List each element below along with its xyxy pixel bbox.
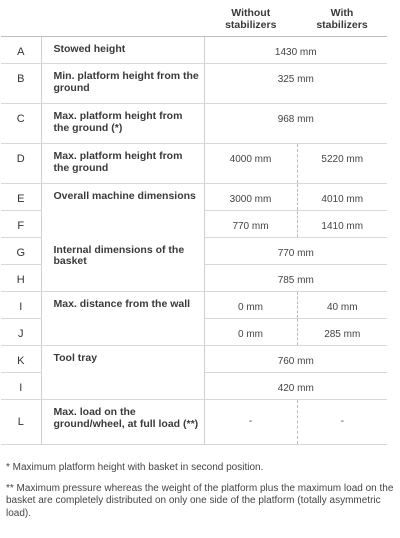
row-letter: C — [1, 104, 41, 144]
row-letter: A — [1, 37, 41, 64]
row-letter: K — [1, 346, 41, 373]
table-row — [1, 37, 387, 64]
row-description: Max. load on the ground/wheel, at full load (**) — [41, 400, 204, 445]
row-value: 1430 mm — [204, 37, 387, 64]
row-description: Max. platform height from the ground — [41, 144, 204, 184]
row-value-with: 4010 mm — [297, 184, 387, 211]
row-value-without: 3000 mm — [204, 184, 297, 211]
row-letter: G — [1, 238, 41, 265]
header-without-stabilizers: Without stabilizers — [204, 0, 297, 37]
footnotes — [6, 462, 394, 528]
row-letter: F — [1, 211, 41, 238]
table-row — [1, 346, 387, 373]
row-description: Min. platform height from the ground — [41, 64, 204, 104]
row-value: 420 mm — [204, 373, 387, 400]
row-letter: B — [1, 64, 41, 104]
row-value: 325 mm — [204, 64, 387, 104]
table-row — [1, 292, 387, 319]
header-with-stabilizers: With stabilizers — [297, 0, 387, 37]
row-value-with: 40 mm — [297, 292, 387, 319]
row-value: 760 mm — [204, 346, 387, 373]
row-description: Tool tray — [41, 346, 204, 400]
table-row — [1, 144, 387, 184]
row-value: 968 mm — [204, 104, 387, 144]
row-letter: D — [1, 144, 41, 184]
row-value-without: 0 mm — [204, 319, 297, 346]
table-row — [1, 64, 387, 104]
table-row — [1, 184, 387, 211]
row-value-with: 1410 mm — [297, 211, 387, 238]
row-description: Overall machine dimensions — [53, 190, 196, 202]
row-value: 785 mm — [204, 265, 387, 292]
row-letter: J — [1, 319, 41, 346]
table-row — [1, 400, 387, 445]
row-description: Max. platform height from the ground (*) — [41, 104, 204, 144]
header-blank-desc — [41, 0, 204, 37]
row-value-with: - — [297, 400, 387, 445]
row-description: Max. distance from the wall — [41, 292, 204, 346]
row-value: 770 mm — [204, 238, 387, 265]
row-value-without: 4000 mm — [204, 144, 297, 184]
row-letter: H — [1, 265, 41, 292]
row-value-with: 285 mm — [297, 319, 387, 346]
row-letter: L — [1, 400, 41, 445]
row-description: Stowed height — [41, 37, 204, 64]
footnote-1: * Maximum platform height with basket in second position. — [6, 462, 264, 473]
row-description: Internal dimensions of the basket — [41, 238, 204, 292]
row-value-without: 0 mm — [204, 292, 297, 319]
header-blank — [1, 0, 41, 37]
specifications-table — [1, 0, 387, 445]
row-value-without: 770 mm — [204, 211, 297, 238]
row-value-without: - — [204, 400, 297, 445]
footnote-2: ** Maximum pressure whereas the weight of the platform plus the maximum load on the basket are completely distributed on only one side of the platform (totally asymmetric load). — [6, 482, 394, 519]
row-letter: I — [1, 292, 41, 319]
row-value-with: 5220 mm — [297, 144, 387, 184]
table-row — [1, 238, 387, 265]
table-row — [1, 104, 387, 144]
row-letter: I — [1, 373, 41, 400]
row-letter: E — [1, 184, 41, 211]
table-header-row — [1, 0, 387, 37]
